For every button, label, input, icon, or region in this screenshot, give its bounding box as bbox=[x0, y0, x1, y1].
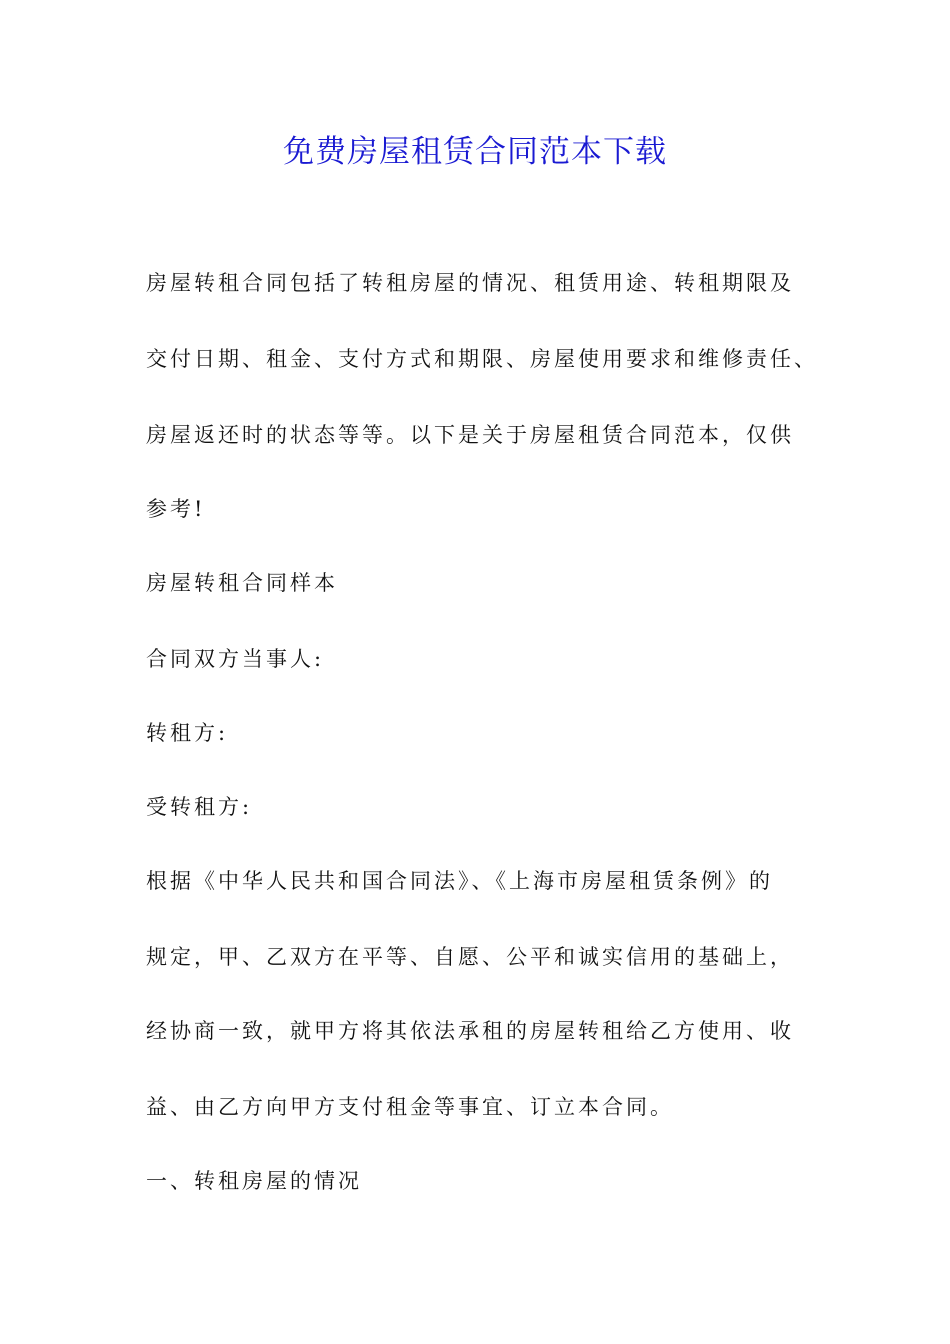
body-line: 益、由乙方向甲方支付租金等事宜、订立本合同。 bbox=[146, 1095, 674, 1119]
body-line: 经协商一致，就甲方将其依法承租的房屋转租给乙方使用、收 bbox=[146, 1019, 794, 1043]
body-line: 合同双方当事人: bbox=[146, 647, 325, 671]
body-line: 房屋转租合同包括了转租房屋的情况、租赁用途、转租期限及 bbox=[146, 271, 794, 295]
document-title: 免费房屋租赁合同范本下载 bbox=[283, 134, 667, 170]
section-heading: 房屋转租合同样本 bbox=[146, 571, 338, 595]
body-line: 转租方: bbox=[146, 721, 229, 745]
body-line: 房屋返还时的状态等等。以下是关于房屋租赁合同范本，仅供 bbox=[146, 423, 794, 447]
body-line: 受转租方: bbox=[146, 795, 253, 819]
body-line: 交付日期、租金、支付方式和期限、房屋使用要求和维修责任、 bbox=[146, 347, 818, 371]
body-line: 规定，甲、乙双方在平等、自愿、公平和诚实信用的基础上， bbox=[146, 945, 794, 969]
section-heading: 一、转租房屋的情况 bbox=[146, 1169, 362, 1193]
body-line: 参考! bbox=[146, 497, 206, 521]
body-line: 根据《中华人民共和国合同法》、《上海市房屋租赁条例》的 bbox=[146, 869, 773, 893]
